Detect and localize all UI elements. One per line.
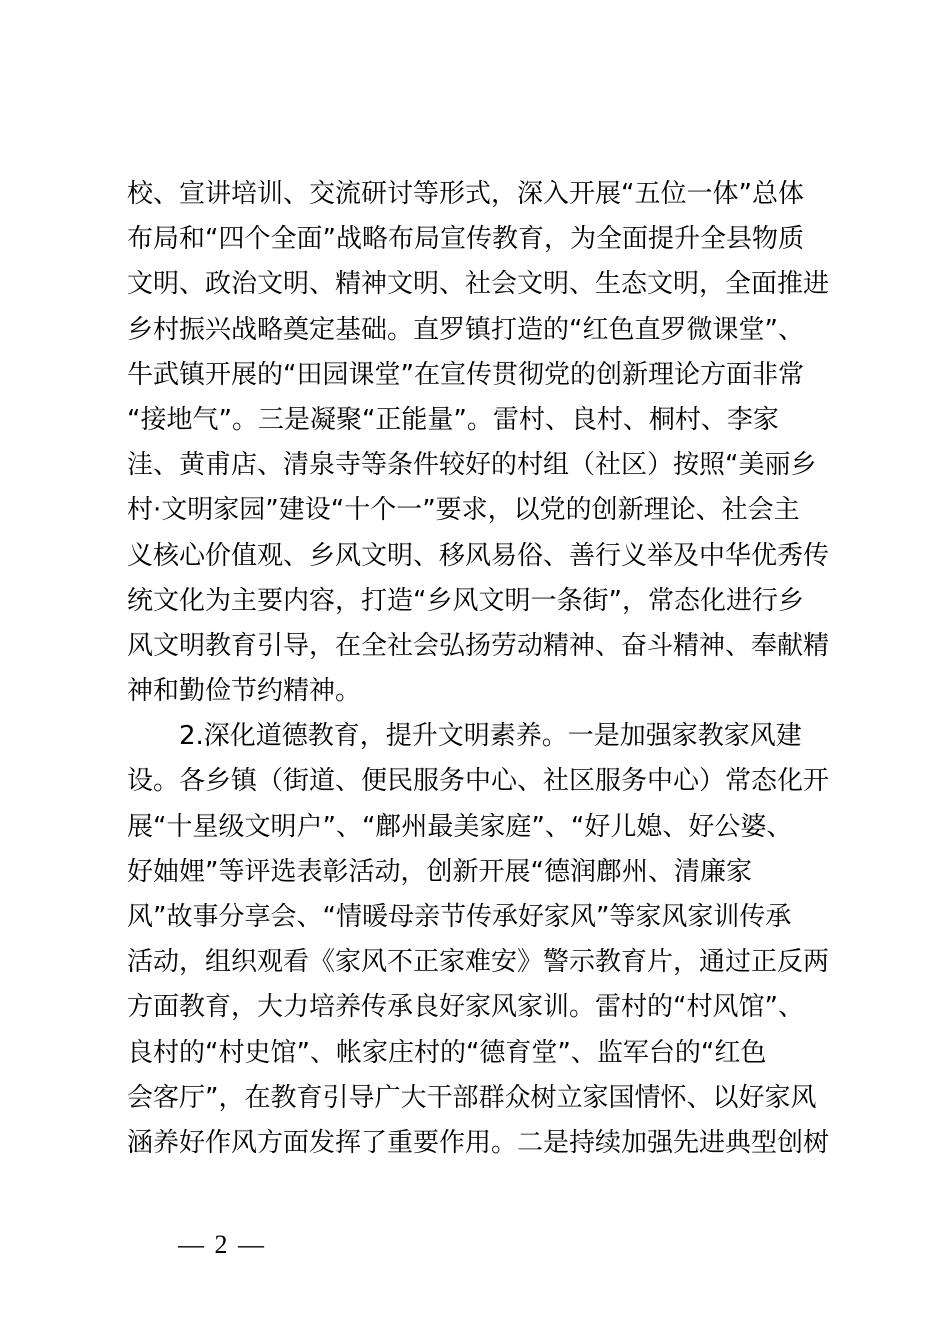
text-line: 2.深化道德教育，提升文明素养。一是加强家教家风建 (127, 721, 802, 752)
text-line: 洼、黄甫店、清泉寺等条件较好的村组（社区）按照“美丽乡 (127, 450, 817, 481)
text-line: 义核心价值观、乡风文明、移风易俗、善行义举及中华优秀传 (127, 540, 830, 571)
text-line: “接地气”。三是凝聚“正能量”。雷村、良村、桐村、李家 (127, 404, 779, 435)
text-line: 乡村振兴战略奠定基础。直罗镇打造的“红色直罗微课堂”、 (127, 314, 804, 345)
text-line: 活动，组织观看《家风不正家难安》警示教育片，通过正反两 (127, 947, 830, 978)
text-line: 设。各乡镇（街道、便民服务中心、社区服务中心）常态化开 (127, 766, 830, 797)
text-line: 牛武镇开展的“田园课堂”在宣传贯彻党的创新理论方面非常 (127, 359, 804, 390)
text-line: 会客厅”，在教育引导广大干部群众树立家国情怀、以好家风 (127, 1082, 817, 1113)
text-line: 布局和“四个全面”战略布局宣传教育，为全面提升全县物质 (127, 224, 804, 255)
text-line: 风”故事分享会、“情暖母亲节传承好家风”等家风家训传承 (127, 902, 792, 932)
body-text (127, 172, 843, 1166)
text-line: 好妯娌”等评选表彰活动，创新开展“德润鄜州、清廉家 (127, 856, 752, 887)
text-line: 风文明教育引导，在全社会弘扬劳动精神、奋斗精神、奉献精 (127, 630, 830, 661)
text-line: 统文化为主要内容，打造“乡风文明一条街”，常态化进行乡 (127, 585, 804, 616)
text-line: 校、宣讲培训、交流研讨等形式，深入开展“五位一体”总体 (127, 179, 804, 209)
page-number: — 2 — (178, 1230, 266, 1259)
text-line: 神和勤俭节约精神。 (127, 676, 362, 707)
text-line: 良村的“村史馆”、帐家庄村的“德育堂”、监军台的“红色 (127, 1037, 767, 1068)
text-line: 文明、政治文明、精神文明、社会文明、生态文明，全面推进 (127, 269, 830, 300)
text-line: 村·文明家园”建设“十个一”要求，以党的创新理论、社会主 (127, 495, 800, 526)
text-line: 方面教育，大力培养传承良好家风家训。雷村的“村风馆”、 (127, 992, 804, 1023)
text-line: 展“十星级文明户”、“鄜州最美家庭”、“好儿媳、好公婆、 (127, 811, 793, 842)
text-line: 涵养好作风方面发挥了重要作用。二是持续加强先进典型创树 (127, 1127, 830, 1158)
